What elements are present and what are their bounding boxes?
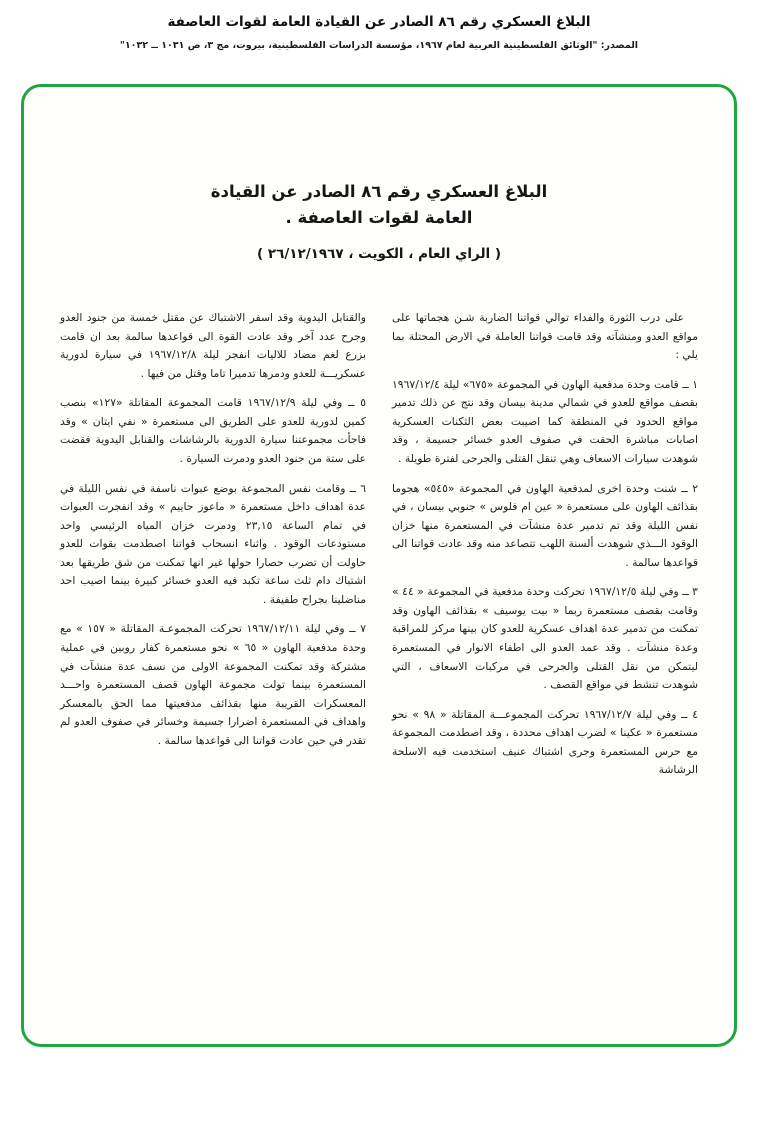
page-header (0, 0, 758, 51)
document-frame (21, 84, 737, 1047)
document-columns (24, 309, 734, 791)
header-title: البلاغ العسكري رقم ٨٦ الصادر عن القيادة العامة لقوات العاصفة (167, 14, 591, 30)
paragraph-item-2: ٢ ــ شنت وحدة اخرى لمدفعية الهاون في المجموعة «٥٤٥» هجوما بقذائف الهاون على مستعمرة « عين ام فلوس » جنوبي بيسان ، في نفس الليلة وقد تم تدمير عدة منشآت في المستعمرة منها خزان الوقود الـــذي شوهدت ألسنة اللهب تتصاعد منه وقد عادت قواتنا الى قواعدها سالمة . (392, 481, 699, 569)
document-title-line2: العامة لقوات العاصفة . (285, 207, 473, 227)
paragraph-item-3: ٣ ــ وفي ليلة ١٩٦٧/١٢/٥ تحركت وحدة مدفعية في المجموعة « ٤٤ » وقامت بقصف مستعمرة ربما « بيت يوسيف » بقذائف الهاون وقد تمكنت من تدمير عدة اهداف عسكرية للعدو كان بينها مركز للمراقبة وعدة منشآت . وقد عمد العدو الى اطفاء الانوار في المستعمرة ليتمكن من نقل القتلى والجرحى في مركبات الاسعاف ، التي شوهدت تنشط في مواقع القصف . (392, 585, 698, 692)
paragraph-item-1: ١ ــ قامت وحدة مدفعية الهاون في المجموعة «٦٧٥» ليلة ١٩٦٧/١٢/٤ بقصف مواقع للعدو في شمالي مدينة بيسان وقد نتج عن ذلك تدمير مواقع الحدود في المنطقة كما اصيبت بعض الثكنات العسكرية اصابات مباشرة الحقت في صفوف العدو خسائر جسيمة ، وقد شوهدت سيارات الاسعاف وهي تنقل القتلى والجرحى لفترة طويلة . (392, 377, 698, 465)
paragraph-item-6: ٦ ــ وقامت نفس المجموعة بوضع عبوات ناسفة في نفس الليلة في عدة اهداف داخل مستعمرة « ماعوز حاييم » وقد انفجرت العبوات في تمام الساعة ٢٣,١٥ ودمرت خزان المياه الرئيسي واحد مستودعات الوقود . واثناء انسحاب قواتنا اصطدمت بقوات للعدو حاولت أن تضرب حصارا حولها غير انها تمكنت من شق طريقها بعد اشتباك دام ثلث ساعة تكبد فيه العدو خسائر كبيرة بينما اصيب احد مناضلينا بجراح طفيفة . (60, 481, 366, 606)
document-subtitle: ( الراي العام ، الكويت ، ٢٦/١٢/١٩٦٧ ) (256, 246, 502, 263)
column-left (60, 309, 366, 791)
document-title-line1: البلاغ العسكري رقم ٨٦ الصادر عن القيادة (210, 182, 548, 201)
paragraph-item-4-continued: والقنابل اليدوية وقد اسفر الاشتباك عن مقتل خمسة من جنود العدو وجرح عدد آخر وقد عادت القوة الى قواعدها سالمة بعد ان قامت بزرع لغم مضاد للاليات انفجر ليلة ١٩٦٧/١٢/٨ في سيارة لدورية عسكريـــة للعدو ودمرها تدميرا تاما وقتل من فيها . (60, 311, 366, 380)
source-line: المصدر: "الوثائق الفلسطينية العربية لعام ١٩٦٧، مؤسسة الدراسات الفلسطينية، بيروت، مج ٣، ص ١٠٣١ ــ ١٠٣٢" (119, 40, 639, 51)
paragraph-item-7: ٧ ــ وفي ليلة ١٩٦٧/١٢/١١ تحركت المجموعـة المقاتلة « ١٥٧ » مع وحدة مدفعية الهاون « ٦٥ » نحو مستعمرة كفار روبين في عملية مشتركة وقد تمكنت المجموعة الاولى من نسف عدة منشآت في المستعمرة بينما تولت مجموعة الهاون قصف المستعمرة واحـــد المعسكرات القريبة منها بقذائف مدفعيتها مما الحق بالمعسكر واهداف في المستعمرة اضرارا جسيمة وخسائر في صفوف العدو لم تقدر في حين عادت قواتنا الى قواعدها سالمة . (60, 622, 367, 747)
paragraph-intro: على درب الثورة والفداء توالي قواتنا الضاربة شـن هجماتها على مواقع العدو ومنشآته وقد قامت قواتنا العاملة في الارض المحتلة بما يلي : (392, 311, 698, 362)
paragraph-item-5: ٥ ــ وفي ليلة ١٩٦٧/١٢/٩ قامت المجموعة المقاتلة «١٢٧» بنصب كمين لدورية للعدو على الطريق الى مستعمرة « نفي ايتان » وقد فاجأت مجموعتنا سيارة الدورية بالرشاشات والقنابل اليدوية فقضت على ستة من جنود العدو ودمرت السيارة . (60, 396, 366, 465)
document-title (24, 179, 734, 265)
scanned-document (24, 179, 734, 1136)
column-right (392, 309, 698, 791)
paragraph-item-4: ٤ ــ وفي ليلة ١٩٦٧/١٢/٧ تحركت المجموعـــة المقاتلة « ٩٨ » نحو مستعمرة « عكينا » لضرب اهداف محددة ، وقد اصطدمت المجموعة مع حرس المستعمرة وجرى اشتباك عنيف استخدمت فيه الاسلحة الرشاشة (392, 707, 698, 777)
